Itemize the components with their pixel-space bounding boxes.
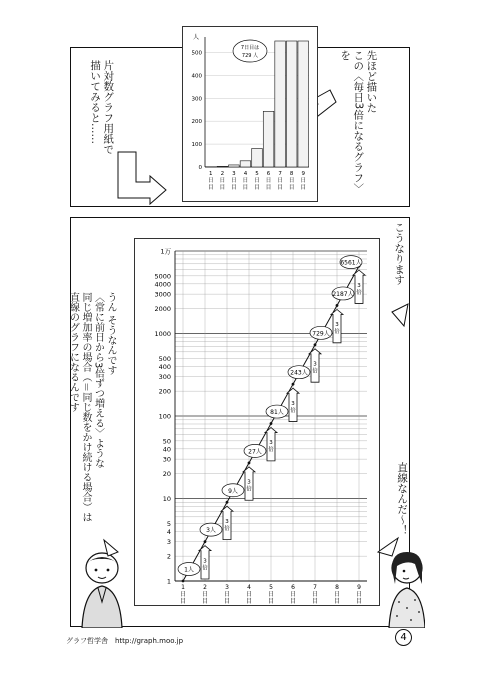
log-point-label: 1人 xyxy=(184,566,194,574)
log-x-tick-label: 7 xyxy=(313,584,317,591)
log-y-tick-label: 20 xyxy=(162,470,171,479)
log-x-tick-label: 3 xyxy=(225,584,229,591)
log-step-label: 倍 xyxy=(246,486,252,493)
log-y-tick-label: 3000 xyxy=(154,290,171,299)
mini-x-tick-label: 目 xyxy=(288,185,295,191)
log-x-tick-label: 日 xyxy=(245,591,253,598)
log-y-tick-label: 3 xyxy=(166,538,171,547)
mini-y-tick-label: 400 xyxy=(191,73,202,80)
mini-x-tick-label: 日 xyxy=(265,178,272,184)
log-x-tick-label: 目 xyxy=(333,598,341,605)
page-number: 4 xyxy=(395,629,412,646)
log-y-tick-label: 2 xyxy=(166,552,171,561)
log-step-label: 3 xyxy=(203,558,207,565)
log-x-tick-label: 目 xyxy=(245,598,253,605)
log-point-label: 243人 xyxy=(290,369,308,377)
log-x-tick-label: 5 xyxy=(269,584,273,591)
log-y-tick-label: 300 xyxy=(158,373,171,382)
mini-y-tick-label: 300 xyxy=(191,96,202,103)
mini-x-tick-label: 目 xyxy=(231,185,237,191)
log-x-tick-label: 6 xyxy=(291,584,295,591)
log-y-tick-label: 2000 xyxy=(154,305,171,314)
log-y-tick-label: 10 xyxy=(162,495,171,503)
mini-y-tick-label: 500 xyxy=(191,50,202,57)
log-point-label: 6561人 xyxy=(340,259,362,267)
panel2-caption-top: こうなります xyxy=(393,222,406,285)
log-x-tick-label: 日 xyxy=(355,591,363,598)
mini-x-tick-label: 日 xyxy=(254,178,260,184)
log-x-tick-label: 目 xyxy=(355,598,363,605)
panel2-caption-left: うん そうなんです 〈常に前日から3倍ずつ増える〉ような 同じ増加率の場合（＝同じ数をかけ続ける場合）は 直線のグラフになるんです xyxy=(67,292,116,522)
log-y-tick-label: 4 xyxy=(166,527,171,536)
mini-x-tick-label: 日 xyxy=(231,178,237,184)
log-x-tick-label: 9 xyxy=(357,584,361,591)
log-step-label: 倍 xyxy=(312,368,318,375)
mini-x-tick-label: 日 xyxy=(208,178,214,184)
log-y-tick-label: 5 xyxy=(166,519,171,528)
mini-x-tick-label: 日 xyxy=(219,178,226,184)
panel2-caption-right: 直線なんだ〜！ xyxy=(396,462,409,536)
mini-x-tick-label: 4 xyxy=(243,171,248,177)
log-point-label: 2187人 xyxy=(332,290,354,298)
mini-x-tick-label: 目 xyxy=(254,185,260,191)
log-step-label: 倍 xyxy=(202,565,208,572)
log-step-label: 倍 xyxy=(334,329,340,336)
log-x-tick-label: 日 xyxy=(333,591,341,598)
log-y-tick-label: 5000 xyxy=(154,272,171,281)
mini-x-tick-label: 3 xyxy=(232,171,236,177)
log-x-tick-label: 8 xyxy=(335,584,339,591)
mini-y-tick-label: 0 xyxy=(198,165,202,171)
mini-x-tick-label: 5 xyxy=(255,171,259,177)
log-step-label: 倍 xyxy=(268,447,274,454)
mini-x-tick-label: 9 xyxy=(301,171,305,177)
log-point-label: 9人 xyxy=(228,487,238,495)
log-step-label: 3 xyxy=(357,282,361,289)
log-y-tick-label: 30 xyxy=(162,455,171,464)
log-y-tick-label: 1000 xyxy=(154,330,171,338)
mini-x-tick-label: 日 xyxy=(242,178,249,184)
mini-bubble-line2: 729 人 xyxy=(241,53,259,59)
log-step-label: 3 xyxy=(225,518,229,525)
log-point-label: 27人 xyxy=(248,448,262,456)
mini-x-tick-label: 目 xyxy=(242,185,249,191)
log-y-tick-label: 500 xyxy=(158,354,171,363)
log-x-tick-label: 目 xyxy=(267,598,275,605)
log-point-label: 81人 xyxy=(270,409,284,417)
log-y-tick-label: 50 xyxy=(162,437,171,446)
mini-y-tick-label: 200 xyxy=(191,119,202,126)
log-x-tick-label: 目 xyxy=(289,598,297,605)
log-y-tick-label: 40 xyxy=(162,445,171,454)
log-x-tick-label: 日 xyxy=(267,591,275,598)
log-step-label: 倍 xyxy=(356,289,362,296)
log-y-tick-label: 1 xyxy=(166,577,171,586)
log-y-tick-label: 1万 xyxy=(160,247,171,256)
log-x-tick-label: 日 xyxy=(201,591,209,598)
footer-site: グラフ哲学舎 http://graph.moo.jp xyxy=(66,637,184,645)
panel1-right-caption: 先ほど描いた この〈毎日3倍になるグラフ〉を xyxy=(339,50,378,188)
mini-x-tick-label: 目 xyxy=(265,185,272,191)
mini-y-unit: 人 xyxy=(193,34,200,41)
log-x-tick-label: 日 xyxy=(289,591,297,598)
log-x-tick-label: 目 xyxy=(311,598,319,605)
log-step-label: 3 xyxy=(335,322,339,329)
mini-x-tick-label: 目 xyxy=(300,185,306,191)
log-x-tick-label: 日 xyxy=(223,591,231,598)
log-step-label: 3 xyxy=(247,479,251,486)
log-x-tick-label: 日 xyxy=(311,591,319,598)
mini-x-tick-label: 6 xyxy=(266,171,271,177)
mini-y-tick-label: 100 xyxy=(191,142,202,149)
log-y-tick-label: 200 xyxy=(158,387,171,396)
log-x-tick-label: 日 xyxy=(179,591,187,598)
mini-x-tick-label: 7 xyxy=(278,171,282,177)
log-x-tick-label: 2 xyxy=(203,584,207,591)
mini-x-tick-label: 日 xyxy=(288,178,295,184)
log-step-label: 倍 xyxy=(224,525,230,532)
log-step-label: 倍 xyxy=(290,407,296,414)
log-point-label: 729人 xyxy=(312,330,330,338)
mini-x-tick-label: 目 xyxy=(219,185,226,191)
log-y-tick-label: 4000 xyxy=(154,280,171,289)
mini-x-tick-label: 日 xyxy=(277,178,283,184)
log-x-tick-label: 1 xyxy=(181,584,185,591)
mini-x-tick-label: 日 xyxy=(300,178,306,184)
log-x-tick-label: 目 xyxy=(201,598,209,605)
log-step-label: 3 xyxy=(269,440,273,447)
log-y-tick-label: 400 xyxy=(158,362,171,371)
mini-x-tick-label: 1 xyxy=(209,171,213,177)
mini-x-tick-label: 2 xyxy=(220,171,225,177)
log-x-tick-label: 目 xyxy=(223,598,231,605)
log-x-tick-label: 4 xyxy=(247,584,251,591)
mini-x-tick-label: 8 xyxy=(289,171,294,177)
panel1-left-caption: 片対数グラフ用紙で 描いてみると…… xyxy=(89,60,115,155)
log-step-label: 3 xyxy=(313,361,317,368)
log-y-tick-label: 100 xyxy=(158,412,171,421)
log-point-label: 3人 xyxy=(206,527,216,535)
log-x-tick-label: 目 xyxy=(179,598,187,605)
log-step-label: 3 xyxy=(291,400,295,407)
mini-bubble-line1: 7日目は xyxy=(240,45,260,51)
mini-x-tick-label: 目 xyxy=(277,185,283,191)
mini-x-tick-label: 目 xyxy=(208,185,214,191)
